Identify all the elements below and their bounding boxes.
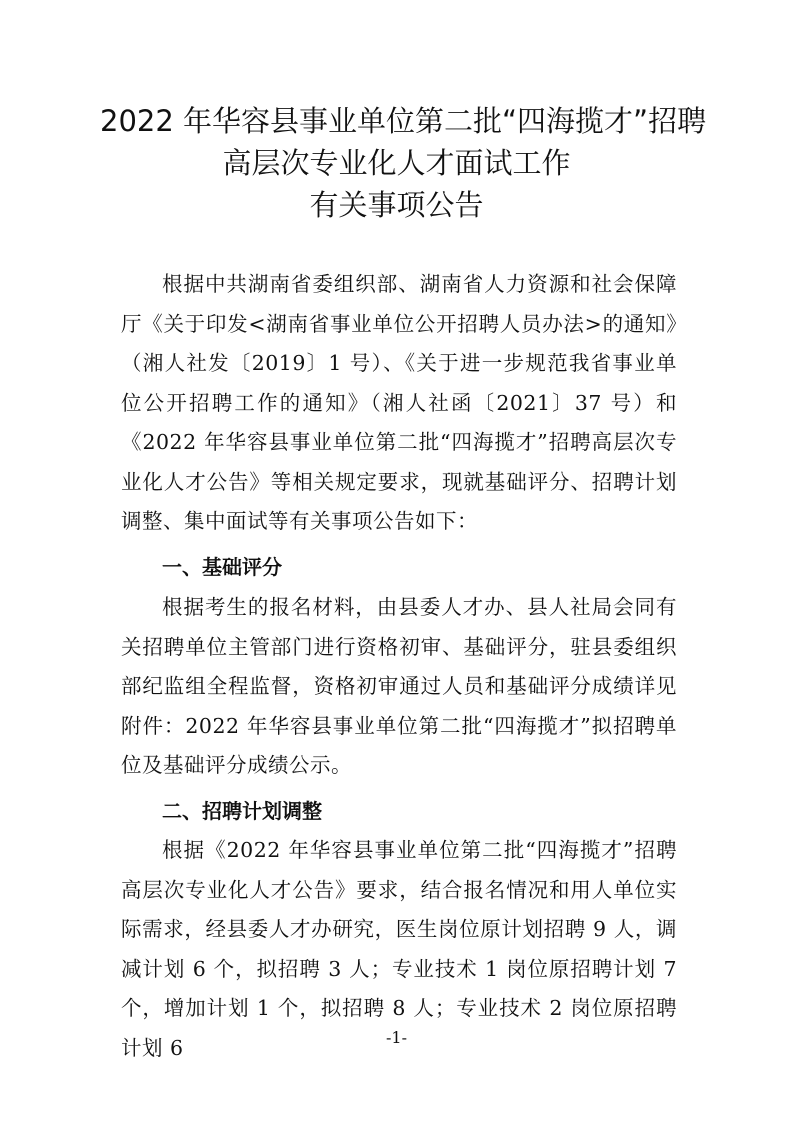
section-paragraph-basic-scoring: 根据考生的报名材料，由县委人才办、县人社局会同有关招聘单位主管部门进行资格初审、基础评分，驻县委组织部纪监组全程监督，资格初审通过人员和基础评分成绩详见附件：2022 年华容县事业单位第二批“四海揽才”拟招聘单位及基础评分成绩公示。 [121, 595, 677, 777]
section-paragraph-plan-adjustment: 根据《2022 年华容县事业单位第二批“四海揽才”招聘高层次专业化人才公告》要求，结合报名情况和用人单位实际需求，经县委人才办研究，医生岗位原计划招聘 9 人，调减计划 6 个，拟招聘 3 人；专业技术 1 岗位原招聘计划 7 个，增加计划 1 个，拟招聘 8 人；专业技术 2 岗位原招聘计划 6 [121, 838, 677, 1060]
document-title-line-2: 高层次专业化人才面试工作 [222, 146, 571, 180]
intro-paragraph: 根据中共湖南省委组织部、湖南省人力资源和社会保障厅《关于印发<湖南省事业单位公开招聘人员办法>的通知》（湘人社发〔2019〕1 号）、《关于进一步规范我省事业单位公开招聘工作的通知》（湘人社函〔2021〕37 号）和《2022 年华容县事业单位第二批“四海揽才”招聘高层次专业化人才公告》等相关规定要求，现就基础评分、招聘计划调整、集中面试等有关事项公告如下： [121, 272, 677, 533]
document-title-line-1: 2022 年华容县事业单位第二批“四海揽才”招聘 [100, 104, 707, 138]
page-number: -1- [386, 1028, 407, 1047]
section-heading-basic-scoring: 一、基础评分 [162, 555, 282, 579]
document-title-line-3: 有关事项公告 [309, 188, 484, 222]
section-heading-plan-adjustment: 二、招聘计划调整 [162, 799, 322, 823]
